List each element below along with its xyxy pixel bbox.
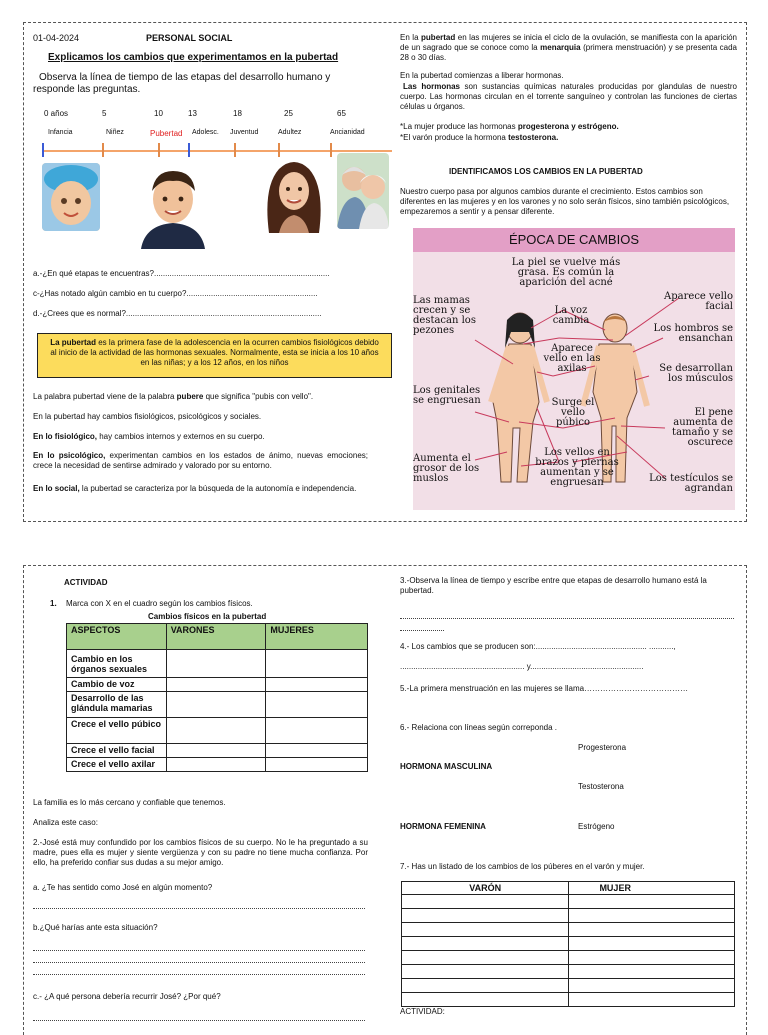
hormones-definition (400, 82, 737, 112)
text: en las mujeres se inicia el ciclo de la ovulación, se manifiesta con la aparición de un sagrado que se conoce como la (400, 33, 737, 52)
list-cell[interactable] (569, 965, 735, 979)
timeline-tick (102, 143, 104, 157)
list-cell[interactable] (402, 951, 569, 965)
list-cell[interactable] (402, 993, 569, 1007)
activity-heading: ACTIVIDAD (64, 578, 108, 587)
physical-changes-table (66, 623, 368, 772)
definition-text: es la primera fase de la adolescencia en la ocurren cambios fisiológicos debido al inicio de la actividad de las hormonas sexuales. Normalmente, esta se inicia a los 10 años en las niñas; y a los 12 años, en los niños (50, 338, 379, 367)
female-cell[interactable] (266, 692, 368, 718)
label-armpit-hair: Aparece vello en las axilas (543, 343, 601, 374)
footer-activity: ACTIVIDAD: (400, 1007, 445, 1016)
label-skin: La piel se vuelve más grasa. Es común la aparición del acné (511, 257, 621, 288)
question-a: a.-¿En qué etapas te encuentras?............................................................................... (33, 269, 330, 278)
stage-label: Ancianidad (330, 129, 365, 136)
question-d: d.-¿Crees que es normal?........................................................................................ (33, 309, 322, 318)
text-bold: testosterona. (508, 133, 559, 142)
label-body-hair: Los vellos en brazos y piernas aumentan y se engruesan (535, 447, 619, 488)
illustration-title: ÉPOCA DE CAMBIOS (413, 228, 735, 252)
label-shoulders: Los hombros se ensanchan (653, 323, 733, 344)
male-hormones (400, 133, 558, 143)
timeline-tick (278, 143, 280, 157)
analyze-case: Analiza este caso: (33, 818, 98, 827)
list-cell[interactable] (569, 895, 735, 909)
paragraph-psychological (33, 451, 368, 471)
stage-label: Adultez (278, 129, 302, 136)
stage-label: Juventud (230, 129, 259, 136)
text-bold: pubertad (421, 33, 456, 42)
answer-line[interactable] (33, 898, 365, 909)
label-muscles: Se desarrollan los músculos (659, 363, 733, 384)
label-testicles: Los testículos se agrandan (649, 473, 733, 494)
label-penis: El pene aumenta de tamaño y se oscurece (672, 407, 733, 448)
male-cell[interactable] (166, 718, 266, 744)
list-header-female: MUJER (569, 882, 735, 895)
date: 01-04-2024 (33, 33, 80, 43)
male-cell[interactable] (166, 678, 266, 692)
female-hormone-label: HORMONA FEMENINA (400, 822, 486, 831)
label-genitals: Los genitales se engruesan (413, 385, 481, 406)
text: *El varón produce la hormona (400, 133, 509, 142)
teen-boy-photo (135, 163, 211, 249)
male-cell[interactable] (166, 692, 266, 718)
text-bold: Las hormonas (403, 82, 460, 91)
hormone-option: Testosterona (578, 782, 624, 791)
female-hormones (400, 122, 619, 132)
list-cell[interactable] (402, 937, 569, 951)
answer-line[interactable] (33, 940, 365, 951)
text: que significa "pubis con vello". (203, 392, 314, 401)
label-voice: La voz cambia (552, 305, 590, 326)
list-cell[interactable] (402, 909, 569, 923)
hormone-option: Progesterona (578, 743, 627, 752)
stage-label: Niñez (106, 129, 124, 136)
worksheet-page-2 (23, 565, 747, 1035)
text-bold: En lo fisiológico, (33, 432, 97, 441)
male-cell[interactable] (166, 650, 266, 678)
list-header-male: VARÓN (402, 882, 569, 895)
text-bold: pubere (176, 392, 204, 401)
paragraph-physiological (33, 432, 265, 442)
family-note: La familia es lo más cercano y confiable que tenemos. (33, 798, 226, 807)
text: son sustancias químicas naturales producidas por glandulas de nuestro cuerpo. Las hormonas circulan en el torrente sanguíneo y controlan las funciones de ciertas células u órganos. (400, 82, 737, 111)
label-thighs: Aumenta el grosor de los muslos (413, 453, 480, 484)
case-jose: 2.-José está muy confundido por los cambios físicos de su cuerpo. No le ha preguntado a su madre, pues ella es mujer y siente vergüenza y con su padre no tiene mucha confianza. Por ello, ha preferido confiar sus dudas a su mejor amigo. (33, 838, 368, 867)
menarche-paragraph (400, 33, 737, 63)
list-cell[interactable] (569, 993, 735, 1007)
list-cell[interactable] (402, 979, 569, 993)
text: La palabra pubertad viene de la palabra (33, 392, 177, 401)
text: En la (400, 33, 422, 42)
section-subtitle: IDENTIFICAMOS LOS CAMBIOS EN LA PUBERTAD (449, 167, 643, 176)
instruction: Observa la línea de tiempo de las etapas del desarrollo humano y responde las preguntas. (33, 72, 331, 95)
female-cell[interactable] (266, 758, 368, 772)
timeline-stages (24, 129, 394, 141)
female-cell[interactable] (266, 744, 368, 758)
timeline-tick (42, 143, 44, 157)
question-7: 7.- Has un listado de los cambios de los púberes en el varón y mujer. (400, 862, 645, 871)
text: (primera menstruación) y se presenta cada 28 o 30 días. (400, 43, 738, 62)
section-intro: Nuestro cuerpo pasa por algunos cambios durante el crecimiento. Estos cambios son diferentes en las mujeres y en los varones y no solo serán físicos, sino también psicológicos, empezaremos a sentir y a pensar diferente. (400, 187, 730, 216)
text: hay cambios internos y externos en su cuerpo. (97, 432, 265, 441)
female-cell[interactable] (266, 718, 368, 744)
stage-label: Adolesc. (192, 129, 219, 136)
age-label: 10 (154, 109, 163, 118)
baby-photo (42, 163, 100, 231)
question-1: Marca con X en el cuadro según los cambios físicos. (66, 599, 253, 608)
female-cell[interactable] (266, 650, 368, 678)
list-cell[interactable] (569, 937, 735, 951)
question-number: 1. (50, 599, 57, 608)
age-label: 65 (337, 109, 346, 118)
timeline-tick (234, 143, 236, 157)
hormones-intro: En la pubertad comienzas a liberar hormonas. (400, 71, 564, 80)
question-c: c-¿Has notado algún cambio en tu cuerpo?........................................................... (33, 289, 318, 298)
question-2a: a. ¿Te has sentido como José en algún momento? (33, 883, 213, 892)
table-row-label: Crece el vello púbico (67, 718, 167, 744)
table-header: MUJERES (266, 624, 368, 650)
age-label: 13 (188, 109, 197, 118)
list-cell[interactable] (402, 923, 569, 937)
male-hormone-label: HORMONA MASCULINA (400, 762, 493, 771)
paragraph-social (33, 484, 368, 494)
text: experimentan cambios en los estados de ánimo, nuevas emociones; crece la necesidad de sentirse admirado y valorado por su entorno. (33, 451, 369, 470)
text-bold: En lo psicológico, (33, 451, 106, 460)
list-cell[interactable] (569, 923, 735, 937)
text: *La mujer produce las hormonas (400, 122, 518, 131)
table-row-label: Cambio de voz (67, 678, 167, 692)
table-title: Cambios físicos en la pubertad (148, 612, 267, 621)
page-title: Explicamos los cambios que experimentamos en la pubertad (48, 52, 339, 63)
stage-label-puberty: Pubertad (150, 129, 183, 138)
label-breasts: Las mamas crecen y se destacan los pezones (413, 295, 476, 336)
stage-label: Infancia (48, 129, 73, 136)
hormone-option: Estrógeno (578, 822, 615, 831)
definition-box (37, 333, 392, 378)
answer-line[interactable] (33, 964, 365, 975)
table-header: ASPECTOS (67, 624, 167, 650)
age-label: 5 (102, 109, 107, 118)
text-bold: menarquia (540, 43, 581, 52)
list-cell[interactable] (569, 951, 735, 965)
female-cell[interactable] (266, 678, 368, 692)
text: la pubertad se caracteriza por la búsqueda de la autonomía e independencia. (79, 484, 357, 493)
list-cell[interactable] (569, 909, 735, 923)
timeline-tick (188, 143, 190, 157)
subject: PERSONAL SOCIAL (146, 33, 233, 43)
paragraph-changes: En la pubertad hay cambios fisiológicos, psicológicos y sociales. (33, 412, 262, 421)
text-bold: progesterona y estrógeno. (517, 122, 619, 131)
list-cell[interactable] (569, 979, 735, 993)
male-cell[interactable] (166, 744, 266, 758)
label-pubic-hair: Surge el vello púbico (551, 397, 595, 428)
label-facial-hair: Aparece vello facial (664, 291, 733, 312)
timeline-tick (330, 143, 332, 157)
question-5: 5.-La primera menstruación en las mujeres se llama………………………………… (400, 684, 689, 693)
question-4: 4.- Los cambios que se producen son:.................................................. ..........., (400, 642, 676, 651)
paragraph-etymology (33, 392, 313, 402)
male-cell[interactable] (166, 758, 266, 772)
question-6: 6.- Relaciona con líneas según correponda . (400, 723, 557, 732)
question-2c: c.- ¿A qué persona debería recurrir José? ¿Por qué? (33, 992, 221, 1001)
question-2b: b.¿Qué harías ante esta situación? (33, 923, 158, 932)
table-header: VARONES (166, 624, 266, 650)
answer-line[interactable] (400, 608, 734, 619)
timeline-tick (158, 143, 160, 157)
answer-line[interactable] (400, 620, 444, 631)
list-cell[interactable] (402, 895, 569, 909)
worksheet-page-1 (23, 22, 747, 522)
woman-photo (261, 157, 327, 233)
timeline-ages (24, 109, 394, 121)
list-cell[interactable] (402, 965, 569, 979)
question-3: 3.-Observa la línea de tiempo y escribe entre que etapas de desarrollo humano está la pubertad. (400, 576, 707, 595)
text-bold: En lo social, (33, 484, 80, 493)
age-label: 0 años (44, 109, 69, 118)
age-label: 25 (284, 109, 293, 118)
table-row-label: Desarrollo de las glándula mamarias (67, 692, 167, 718)
definition-term: La pubertad (50, 338, 96, 347)
answer-line[interactable] (33, 1010, 365, 1021)
age-label: 18 (233, 109, 242, 118)
table-row-label: Cambio en los órganos sexuales (67, 650, 167, 678)
answer-line[interactable] (33, 952, 365, 963)
changes-list-table (401, 881, 735, 1007)
puberty-changes-illustration (413, 228, 735, 510)
question-4-continued: ........................................................ y................................................... (400, 662, 644, 671)
table-row-label: Crece el vello facial (67, 744, 167, 758)
table-row-label: Crece el vello axilar (67, 758, 167, 772)
elderly-couple-photo (337, 153, 389, 229)
